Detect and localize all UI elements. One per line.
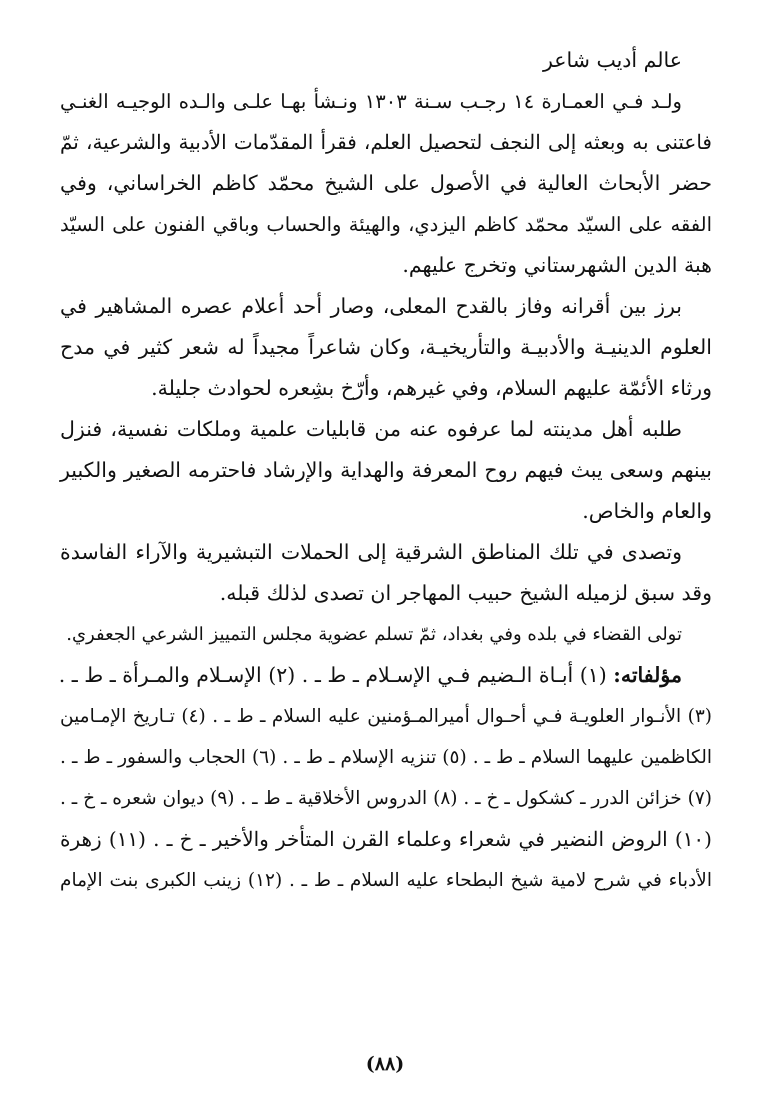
text-line-8: العلوم الدينيـة والأدبيـة والتأريخيـة، وكان شاعراً مجيداً له شعر كثير في مدح — [60, 335, 712, 359]
text-line-1: عالم أديب شاعر — [542, 48, 682, 72]
works-label: مؤلفاته: — [613, 663, 682, 687]
text-line-12: والعام والخاص. — [582, 499, 712, 523]
text-line-5: الفقه على السيّد محمّد كاظم اليزدي، والهيئة والحساب وباقي الفنون على السيّد — [60, 213, 712, 236]
text-line-10: طلبه أهل مدينته لما عرفوه عنه من قابليات علمية وملكات نفسية، فنزل — [60, 417, 682, 441]
text-line-11: بينهم وسعى يبث فيهم روح المعرفة والهداية والإرشاد فاحترمه الصغير والكبير — [60, 458, 712, 482]
text-line-3: فاعتنى به وبعثه إلى النجف لتحصيل العلم، فقرأ المقدّمات الأدبية والشرعية، ثمّ — [60, 130, 712, 154]
works-line-2: (٣) الأنـوار العلويـة فـي أحـوال أميرالمـؤمنين عليه السلام ـ ط ـ . (٤) تـاريخ الإمـامين — [60, 706, 712, 727]
text-line-14: وقد سبق لزميله الشيخ حبيب المهاجر ان تصدى لذلك قبله. — [219, 581, 712, 605]
text-line-6: هبة الدين الشهرستاني وتخرج عليهم. — [402, 253, 712, 277]
text-line-2: ولـد فـي العمـارة ١٤ رجـب سـنة ١٣٠٣ ونـشأ بهـا علـى والـده الوجيـه الغنـي — [60, 90, 682, 113]
text-line-4: حضر الأبحاث العالية في الأصول على الشيخ محمّد كاظم الخراساني، وفي — [60, 171, 712, 195]
works-line-4: (٧) خزائن الدرر ـ كشكول ـ خ ـ . (٨) الدروس الأخلاقية ـ ط ـ . (٩) ديوان شعره ـ خ ـ . — [60, 788, 712, 809]
text-line-15: تولى القضاء في بلده وفي بغداد، ثمّ تسلم عضوية مجلس التمييز الشرعي الجعفري. — [66, 624, 682, 645]
text-line-13: وتصدى في تلك المناطق الشرقية إلى الحملات التبشيرية والآراء الفاسدة — [60, 540, 682, 564]
text-line-7: برز بين أقرانه وفاز بالقدح المعلى، وصار أحد أعلام عصره المشاهير في — [60, 294, 682, 318]
works-line-1 — [60, 655, 712, 696]
page-number: (٨٨) — [365, 1053, 405, 1075]
works-line-3: الكاظمين عليهما السلام ـ ط ـ . (٥) تنزيه الإسلام ـ ط ـ . (٦) الحجاب والسفور ـ ط ـ . — [60, 747, 712, 768]
text-line-9: ورثاء الأئمّة عليهم السلام، وفي غيرهم، وأرّخ بشِعره لحوادث جليلة. — [151, 376, 712, 400]
works-line-5: (١٠) الروض النضير في شعراء وعلماء القرن المتأخر والأخير ـ خ ـ . (١١) زهرة — [60, 827, 712, 851]
works-line-1-text: (١) أبـاة الـضيم فـي الإسـلام ـ ط ـ . (٢) الإسـلام والمـرأة ـ ط ـ . — [58, 663, 607, 687]
works-line-6: الأدباء في شرح لامية شيخ البطحاء عليه السلام ـ ط ـ . (١٢) زينب الكبرى بنت الإمام — [60, 870, 712, 891]
